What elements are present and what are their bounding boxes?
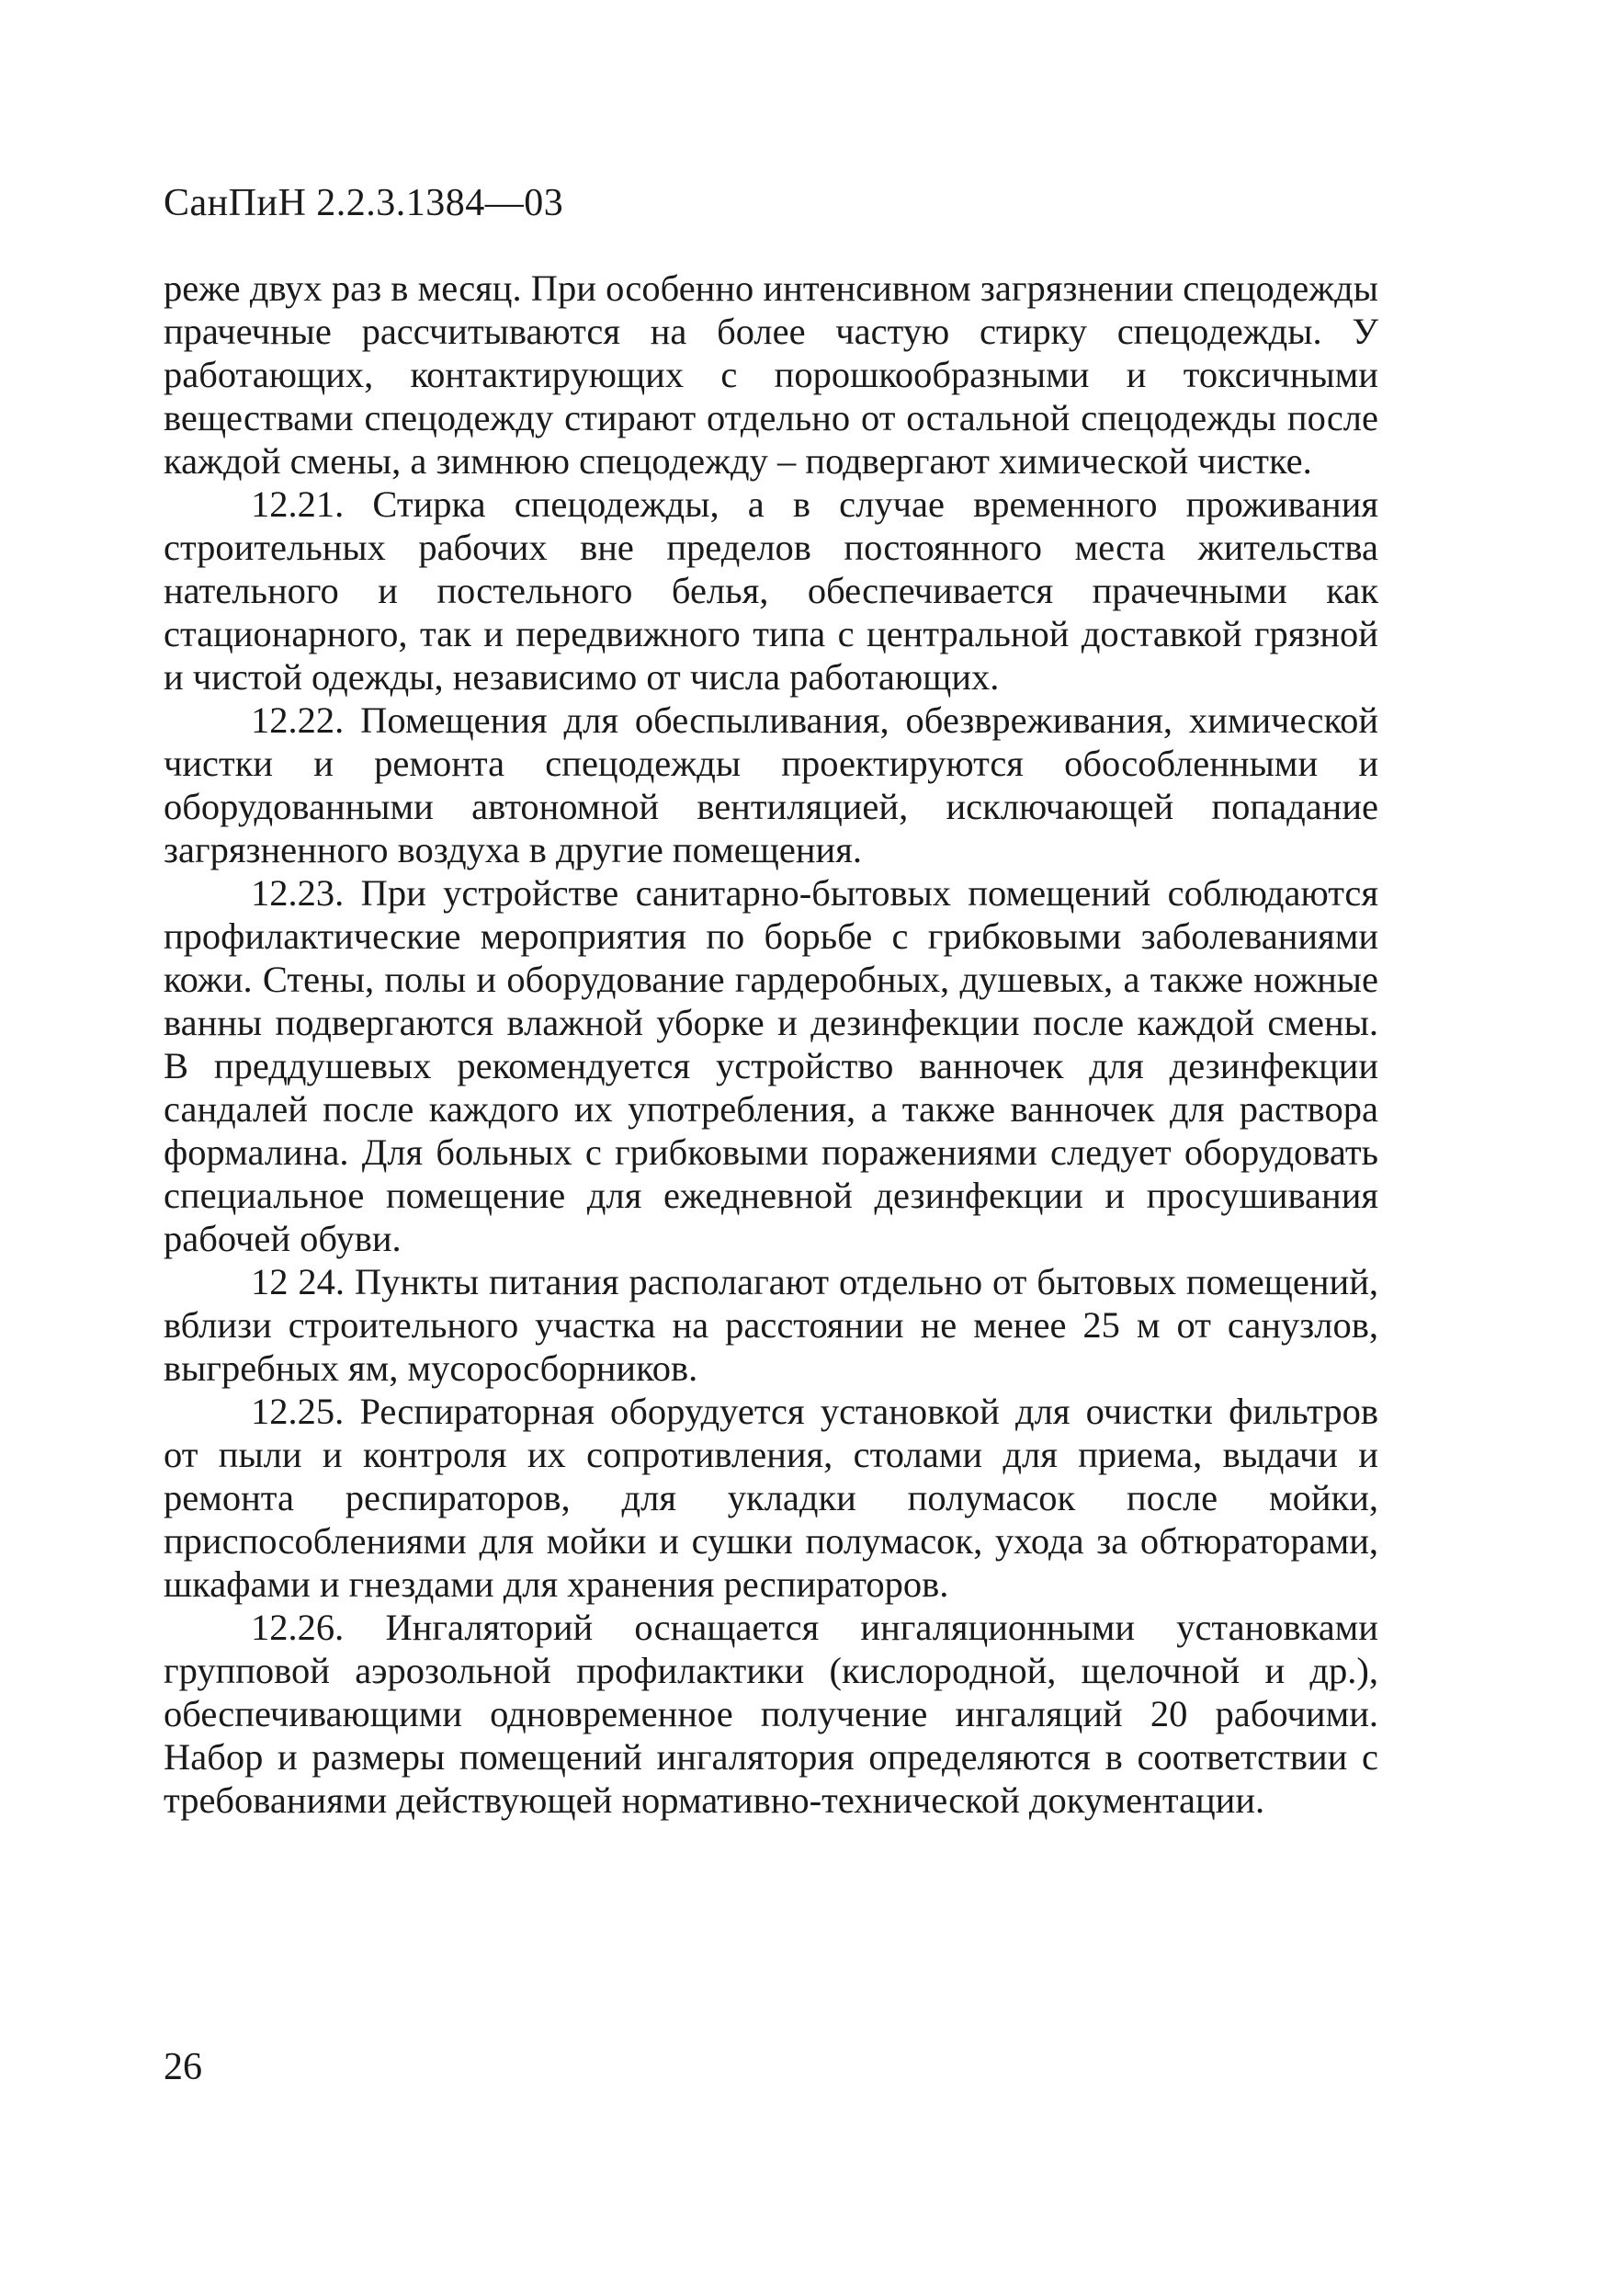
paragraph-continuation: реже двух раз в месяц. При особенно интенсивном загрязнении спецодежды прачечные рассчитываются на более частую стирку спецодежды. У работающих, контактирующих с порошкообразными и токсичными веществами спецодежду стирают отдельно от остальной спецодежды после каждой смены, а зимнюю спецодежду – подвергают химической чистке.: [164, 267, 1378, 482]
document-body: [164, 267, 1378, 1822]
paragraph-12-24: 12 24. Пункты питания располагают отдельно от бытовых помещений, вблизи строительного участка на расстоянии не менее 25 м от санузлов, выгребных ям, мусоросборников.: [164, 1261, 1378, 1389]
document-header: СанПиН 2.2.3.1384—03: [164, 182, 564, 224]
paragraph-12-25: 12.25. Респираторная оборудуется установкой для очистки фильтров от пыли и контроля их сопротивления, столами для приема, выдачи и ремонта респираторов, для укладки полумасок после мойки, приспособлениями для мойки и сушки полумасок, ухода за обтюраторами, шкафами и гнездами для хранения респираторов.: [164, 1391, 1378, 1605]
page-number: 26: [164, 2046, 202, 2088]
paragraph-12-21: 12.21. Стирка спецодежды, а в случае временного проживания строительных рабочих вне пределов постоянного места жительства нательного и постельного белья, обеспечивается прачечными как стационарного, так и передвижного типа с центральной доставкой грязной и чистой одежды, независимо от числа работающих.: [164, 483, 1378, 698]
paragraph-12-23: 12.23. При устройстве санитарно-бытовых помещений соблюдаются профилактические мероприятия по борьбе с грибковыми заболеваниями кожи. Стены, полы и оборудование гардеробных, душевых, а также ножные ванны подвергаются влажной уборке и дезинфекции после каждой смены. В преддушевых рекомендуется устройство ванночек для дезинфекции сандалей после каждого их употребления, а также ванночек для раствора формалина. Для больных с грибковыми поражениями следует оборудовать специальное помещение для ежедневной дезинфекции и просушивания рабочей обуви.: [164, 872, 1378, 1259]
paragraph-12-26: 12.26. Ингаляторий оснащается ингаляционными установками групповой аэрозольной профилактики (кислородной, щелочной и др.), обеспечивающими одновременное получение ингаляций 20 рабочими. Набор и размеры помещений ингалятория определяются в соответствии с требованиями действующей нормативно-технической документации.: [164, 1607, 1378, 1821]
paragraph-12-22: 12.22. Помещения для обеспыливания, обезвреживания, химической чистки и ремонта спецодежды проектируются обособленными и оборудованными автономной вентиляцией, исключающей попадание загрязненного воздуха в другие помещения.: [164, 699, 1378, 870]
